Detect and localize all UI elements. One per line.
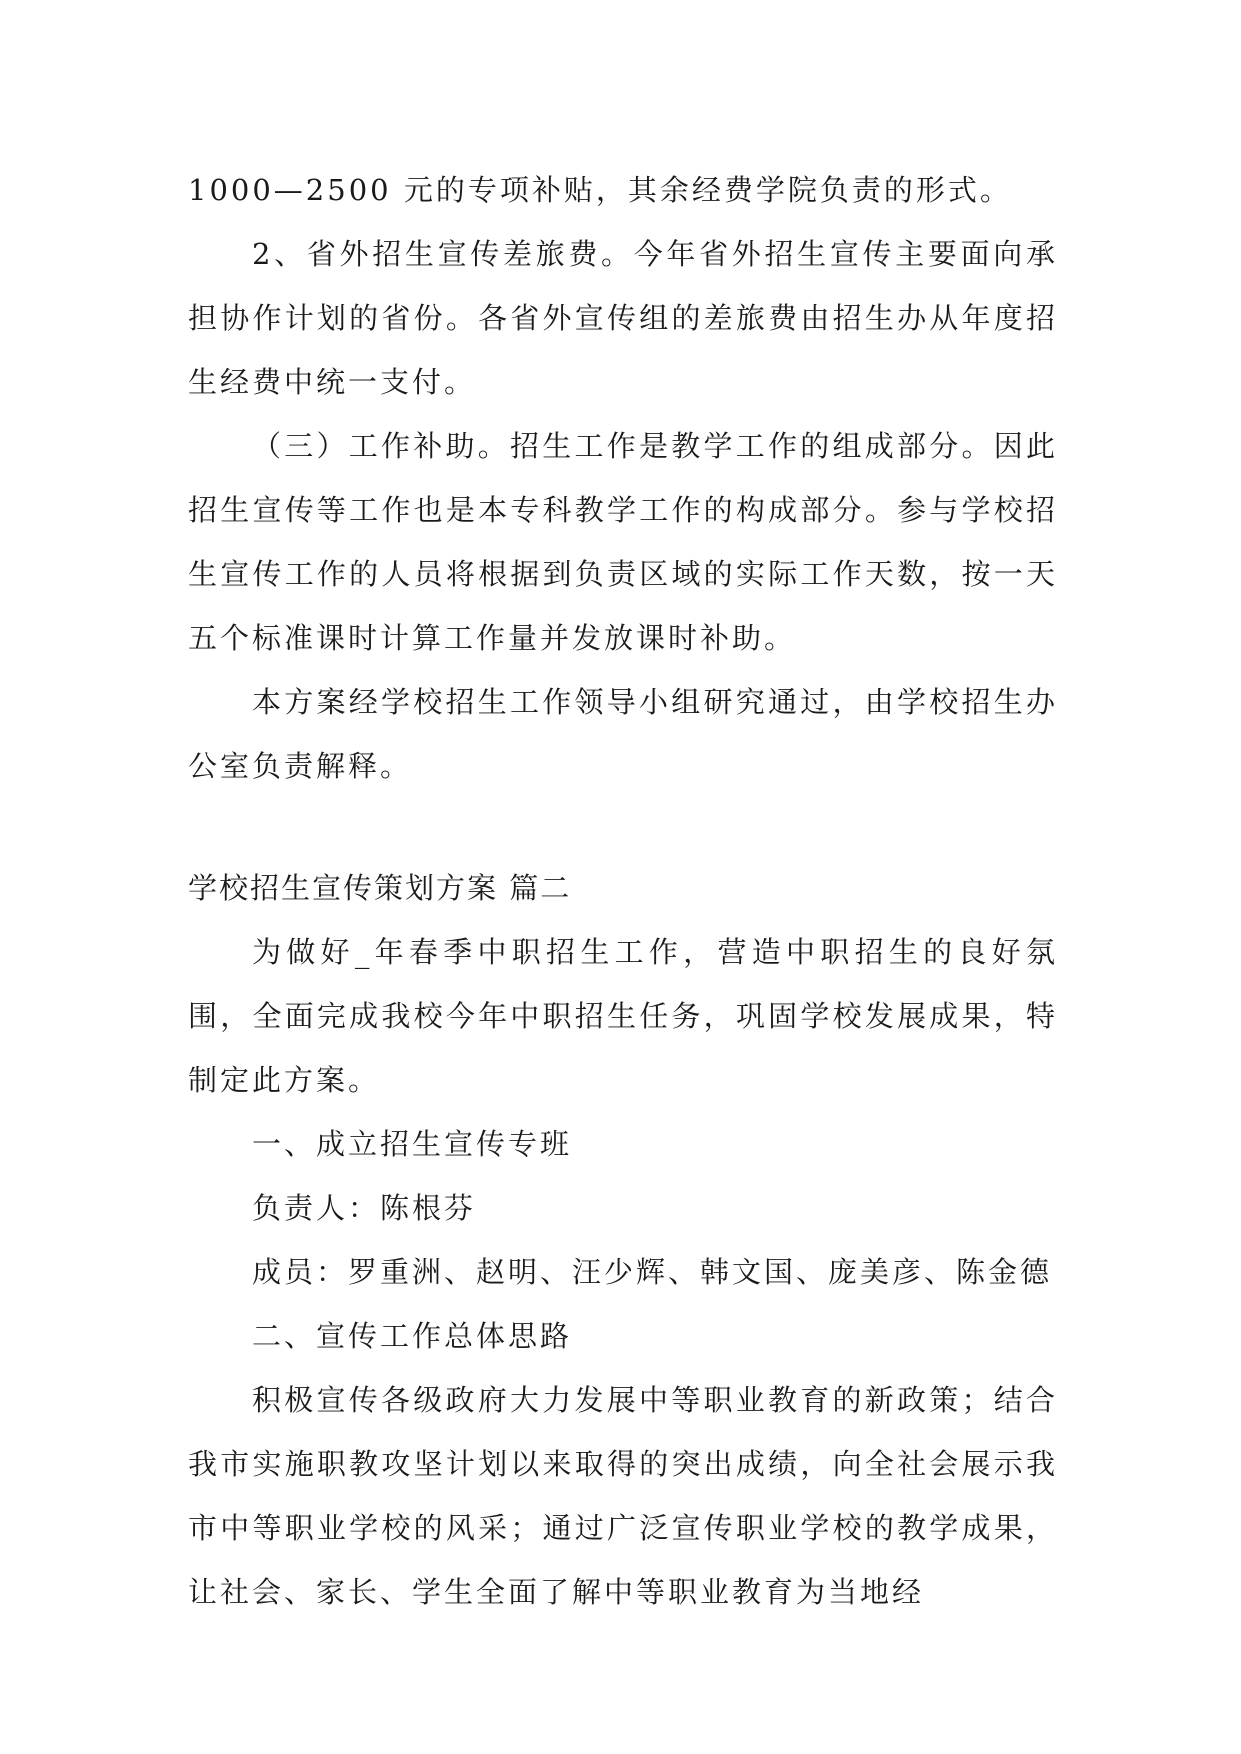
heading-establish-team: 一、成立招生宣传专班 [252, 1127, 573, 1161]
paragraph-interpretation: 本方案经学校招生工作领导小组研究通过，由学校招生办公室负责解释。 [188, 685, 1058, 783]
paragraph-subsidy-continuation: 1000—2500 元的专项补贴，其余经费学院负责的形式。 [188, 173, 1012, 207]
document-body [188, 158, 1058, 1624]
paragraph-purpose: 为做好_年春季中职招生工作，营造中职招生的良好氛围，全面完成我校今年中职招生任务，巩固学校发展成果，特制定此方案。 [188, 935, 1058, 1097]
heading-overall-approach: 二、宣传工作总体思路 [252, 1319, 573, 1353]
paragraph-person-in-charge: 负责人：陈根芬 [252, 1191, 477, 1225]
section-title: 学校招生宣传策划方案 篇二 [188, 871, 572, 905]
paragraph-work-allowance: （三）工作补助。招生工作是教学工作的组成部分。因此招生宣传等工作也是本专科教学工作的构成部分。参与学校招生宣传工作的人员将根据到负责区域的实际工作天数，按一天五个标准课时计算工作量并发放课时补助。 [188, 429, 1058, 655]
paragraph-approach-detail: 积极宣传各级政府大力发展中等职业教育的新政策；结合我市实施职教攻坚计划以来取得的突出成绩，向全社会展示我市中等职业学校的风采；通过广泛宣传职业学校的教学成果，让社会、家长、学生全面了解中等职业教育为当地经 [188, 1383, 1058, 1609]
paragraph-members: 成员：罗重洲、赵明、汪少辉、韩文国、庞美彦、陈金德 [252, 1255, 1053, 1289]
paragraph-travel-expenses: 2、省外招生宣传差旅费。今年省外招生宣传主要面向承担协作计划的省份。各省外宣传组的差旅费由招生办从年度招生经费中统一支付。 [188, 237, 1058, 399]
